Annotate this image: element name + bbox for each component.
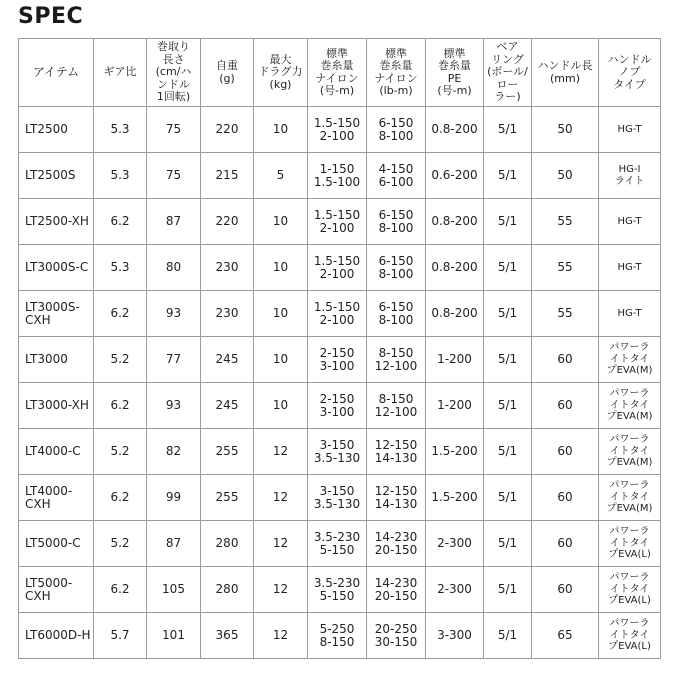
cell-nylon-lb: 12-150 14-130: [367, 475, 426, 521]
cell-knob-type: パワーラ イトタイ プEVA(M): [599, 337, 661, 383]
cell-max-drag: 10: [254, 245, 308, 291]
cell-weight: 220: [201, 199, 254, 245]
cell-item: LT2500S: [19, 153, 94, 199]
page-title: SPEC: [18, 4, 84, 29]
table-header-row: [19, 39, 661, 107]
cell-handle-length: 50: [532, 153, 599, 199]
cell-max-drag: 12: [254, 613, 308, 659]
cell-bearings: 5/1: [484, 613, 532, 659]
cell-gear-ratio: 5.2: [94, 429, 147, 475]
cell-max-drag: 10: [254, 291, 308, 337]
column-header-bearings: ベア リング (ボール/ ロー ラー): [484, 39, 532, 107]
column-header-knob-type: ハンドル ノブ タイプ: [599, 39, 661, 107]
cell-retrieve-length: 80: [147, 245, 201, 291]
cell-retrieve-length: 77: [147, 337, 201, 383]
cell-weight: 215: [201, 153, 254, 199]
cell-retrieve-length: 93: [147, 383, 201, 429]
cell-max-drag: 12: [254, 429, 308, 475]
cell-item: LT5000-C: [19, 521, 94, 567]
cell-bearings: 5/1: [484, 107, 532, 153]
cell-pe: 2-300: [426, 567, 484, 613]
cell-nylon-lb: 14-230 20-150: [367, 567, 426, 613]
cell-bearings: 5/1: [484, 337, 532, 383]
cell-gear-ratio: 6.2: [94, 475, 147, 521]
table-row: [19, 107, 661, 153]
cell-handle-length: 60: [532, 475, 599, 521]
cell-pe: 1.5-200: [426, 475, 484, 521]
table-row: [19, 613, 661, 659]
cell-nylon-go: 1.5-150 2-100: [308, 107, 367, 153]
cell-pe: 0.6-200: [426, 153, 484, 199]
table-row: [19, 567, 661, 613]
column-header-weight: 自重 (g): [201, 39, 254, 107]
cell-handle-length: 55: [532, 291, 599, 337]
cell-handle-length: 60: [532, 429, 599, 475]
cell-pe: 0.8-200: [426, 245, 484, 291]
cell-retrieve-length: 99: [147, 475, 201, 521]
table-row: [19, 337, 661, 383]
table-body: [19, 107, 661, 659]
cell-max-drag: 10: [254, 383, 308, 429]
cell-max-drag: 10: [254, 107, 308, 153]
cell-knob-type: HG-T: [599, 107, 661, 153]
cell-pe: 2-300: [426, 521, 484, 567]
table-row: [19, 291, 661, 337]
cell-gear-ratio: 5.3: [94, 153, 147, 199]
column-header-nylon-lb: 標準 巻糸量 ナイロン (lb-m): [367, 39, 426, 107]
cell-weight: 245: [201, 383, 254, 429]
cell-item: LT5000- CXH: [19, 567, 94, 613]
cell-max-drag: 10: [254, 199, 308, 245]
cell-max-drag: 12: [254, 475, 308, 521]
cell-nylon-go: 1.5-150 2-100: [308, 245, 367, 291]
cell-knob-type: HG-T: [599, 291, 661, 337]
column-header-item: アイテム: [19, 39, 94, 107]
cell-handle-length: 55: [532, 199, 599, 245]
cell-handle-length: 60: [532, 383, 599, 429]
cell-knob-type: パワーラ イトタイ プEVA(M): [599, 383, 661, 429]
cell-item: LT3000-XH: [19, 383, 94, 429]
cell-max-drag: 12: [254, 567, 308, 613]
table-row: [19, 475, 661, 521]
cell-retrieve-length: 75: [147, 153, 201, 199]
cell-nylon-lb: 6-150 8-100: [367, 199, 426, 245]
cell-nylon-lb: 6-150 8-100: [367, 291, 426, 337]
table-row: [19, 245, 661, 291]
cell-gear-ratio: 5.3: [94, 245, 147, 291]
cell-nylon-lb: 4-150 6-100: [367, 153, 426, 199]
cell-gear-ratio: 6.2: [94, 199, 147, 245]
table-row: [19, 199, 661, 245]
cell-nylon-go: 2-150 3-100: [308, 383, 367, 429]
cell-weight: 230: [201, 245, 254, 291]
column-header-max-drag: 最大 ドラグ力 (kg): [254, 39, 308, 107]
cell-nylon-go: 1.5-150 2-100: [308, 291, 367, 337]
cell-gear-ratio: 6.2: [94, 383, 147, 429]
cell-knob-type: パワーラ イトタイ プEVA(L): [599, 521, 661, 567]
cell-knob-type: パワーラ イトタイ プEVA(M): [599, 429, 661, 475]
cell-nylon-lb: 6-150 8-100: [367, 245, 426, 291]
cell-knob-type: HG-T: [599, 245, 661, 291]
cell-bearings: 5/1: [484, 291, 532, 337]
cell-bearings: 5/1: [484, 567, 532, 613]
cell-item: LT6000D-H: [19, 613, 94, 659]
cell-weight: 255: [201, 429, 254, 475]
cell-gear-ratio: 5.7: [94, 613, 147, 659]
cell-nylon-lb: 12-150 14-130: [367, 429, 426, 475]
cell-nylon-lb: 6-150 8-100: [367, 107, 426, 153]
cell-item: LT2500: [19, 107, 94, 153]
cell-nylon-go: 3-150 3.5-130: [308, 475, 367, 521]
cell-nylon-go: 2-150 3-100: [308, 337, 367, 383]
cell-nylon-lb: 14-230 20-150: [367, 521, 426, 567]
cell-handle-length: 65: [532, 613, 599, 659]
cell-retrieve-length: 82: [147, 429, 201, 475]
cell-pe: 3-300: [426, 613, 484, 659]
cell-item: LT3000S- CXH: [19, 291, 94, 337]
cell-bearings: 5/1: [484, 429, 532, 475]
cell-pe: 0.8-200: [426, 291, 484, 337]
cell-weight: 255: [201, 475, 254, 521]
cell-retrieve-length: 93: [147, 291, 201, 337]
cell-bearings: 5/1: [484, 199, 532, 245]
cell-nylon-go: 5-250 8-150: [308, 613, 367, 659]
cell-item: LT3000S-C: [19, 245, 94, 291]
cell-item: LT4000-C: [19, 429, 94, 475]
cell-gear-ratio: 6.2: [94, 291, 147, 337]
cell-weight: 280: [201, 521, 254, 567]
cell-gear-ratio: 5.2: [94, 521, 147, 567]
cell-handle-length: 55: [532, 245, 599, 291]
cell-nylon-go: 3-150 3.5-130: [308, 429, 367, 475]
cell-handle-length: 60: [532, 567, 599, 613]
cell-knob-type: パワーラ イトタイ プEVA(L): [599, 613, 661, 659]
cell-pe: 0.8-200: [426, 199, 484, 245]
table-row: [19, 383, 661, 429]
spec-table: [18, 38, 661, 659]
cell-gear-ratio: 6.2: [94, 567, 147, 613]
cell-pe: 1-200: [426, 383, 484, 429]
table-row: [19, 521, 661, 567]
cell-pe: 0.8-200: [426, 107, 484, 153]
column-header-retrieve-length: 巻取り 長さ (cm/ハ ンドル 1回転): [147, 39, 201, 107]
cell-bearings: 5/1: [484, 383, 532, 429]
cell-weight: 220: [201, 107, 254, 153]
cell-nylon-lb: 8-150 12-100: [367, 337, 426, 383]
cell-item: LT3000: [19, 337, 94, 383]
cell-max-drag: 5: [254, 153, 308, 199]
cell-retrieve-length: 75: [147, 107, 201, 153]
table-row: [19, 153, 661, 199]
cell-nylon-lb: 8-150 12-100: [367, 383, 426, 429]
cell-bearings: 5/1: [484, 475, 532, 521]
cell-retrieve-length: 101: [147, 613, 201, 659]
cell-bearings: 5/1: [484, 521, 532, 567]
cell-nylon-go: 3.5-230 5-150: [308, 567, 367, 613]
cell-nylon-go: 1-150 1.5-100: [308, 153, 367, 199]
cell-handle-length: 50: [532, 107, 599, 153]
cell-weight: 280: [201, 567, 254, 613]
cell-weight: 245: [201, 337, 254, 383]
cell-pe: 1-200: [426, 337, 484, 383]
cell-item: LT2500-XH: [19, 199, 94, 245]
column-header-nylon-go: 標準 巻糸量 ナイロン (号-m): [308, 39, 367, 107]
cell-knob-type: HG-I ライト: [599, 153, 661, 199]
cell-max-drag: 10: [254, 337, 308, 383]
cell-retrieve-length: 105: [147, 567, 201, 613]
cell-pe: 1.5-200: [426, 429, 484, 475]
cell-max-drag: 12: [254, 521, 308, 567]
cell-bearings: 5/1: [484, 245, 532, 291]
cell-bearings: 5/1: [484, 153, 532, 199]
cell-handle-length: 60: [532, 521, 599, 567]
column-header-pe: 標準 巻糸量 PE (号-m): [426, 39, 484, 107]
cell-nylon-go: 3.5-230 5-150: [308, 521, 367, 567]
cell-item: LT4000- CXH: [19, 475, 94, 521]
cell-knob-type: パワーラ イトタイ プEVA(L): [599, 567, 661, 613]
column-header-handle-length: ハンドル長 (mm): [532, 39, 599, 107]
cell-knob-type: HG-T: [599, 199, 661, 245]
cell-retrieve-length: 87: [147, 199, 201, 245]
cell-retrieve-length: 87: [147, 521, 201, 567]
cell-nylon-lb: 20-250 30-150: [367, 613, 426, 659]
cell-nylon-go: 1.5-150 2-100: [308, 199, 367, 245]
cell-weight: 365: [201, 613, 254, 659]
cell-handle-length: 60: [532, 337, 599, 383]
cell-weight: 230: [201, 291, 254, 337]
cell-knob-type: パワーラ イトタイ プEVA(M): [599, 475, 661, 521]
table-row: [19, 429, 661, 475]
column-header-gear-ratio: ギア比: [94, 39, 147, 107]
cell-gear-ratio: 5.2: [94, 337, 147, 383]
cell-gear-ratio: 5.3: [94, 107, 147, 153]
